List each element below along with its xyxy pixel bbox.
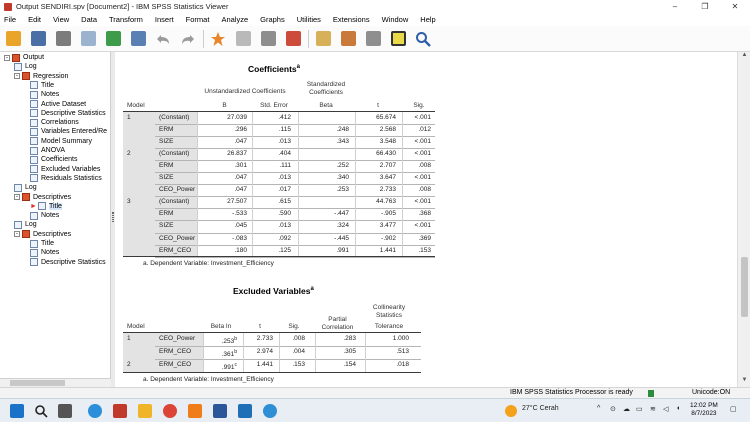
document-icon [30, 212, 38, 220]
variable-name: ERM_CEO [159, 361, 192, 368]
open-folder-icon[interactable] [3, 29, 23, 49]
processor-status: IBM SPSS Statistics Processor is ready [510, 389, 633, 396]
coef-beta-cell: .248 [336, 126, 349, 134]
outline-item-label: Residuals Statistics [41, 174, 102, 182]
print-icon[interactable] [53, 29, 73, 49]
excluded-t-header: t [259, 323, 261, 330]
minimize-button[interactable]: – [672, 2, 678, 11]
coef-se-cell: .017 [278, 186, 291, 194]
model-number [127, 220, 147, 232]
outline-item-label: Coefficients [41, 156, 78, 164]
show-icon[interactable] [388, 29, 408, 49]
undo-icon[interactable] [153, 29, 173, 49]
b-header: B [222, 102, 227, 109]
outline-item[interactable] [14, 62, 37, 71]
word-icon[interactable] [213, 404, 227, 418]
excluded-variables-title: Excluded Variables$^a$ [233, 286, 314, 296]
coef-b-cell: -.083 [232, 234, 247, 242]
excluded-tol-cell: .018 [396, 361, 409, 368]
designate-window-icon[interactable] [338, 29, 358, 49]
collapse-toggle[interactable]: - [6, 54, 8, 61]
document-icon [30, 128, 38, 136]
coef-t-cell: -.902 [381, 234, 396, 242]
menu-view[interactable]: View [53, 15, 70, 24]
coef-se-cell: .115 [278, 126, 291, 134]
coef-sig-cell: .368 [418, 210, 431, 218]
coef-se-cell: .111 [279, 162, 291, 170]
excluded-tol-cell: 1.000 [392, 335, 409, 342]
variable-name: SIZE [159, 174, 174, 182]
windows-taskbar [0, 398, 750, 422]
excluded-t-cell: 1.441 [256, 361, 273, 368]
variable-name: ERM [159, 162, 174, 170]
search-icon[interactable] [413, 29, 433, 49]
restore-button[interactable]: ❐ [701, 2, 709, 11]
coef-se-cell: .013 [278, 174, 291, 182]
coef-se-cell: .615 [278, 198, 291, 206]
file-explorer-icon[interactable] [138, 404, 152, 418]
variable-name: SIZE [159, 138, 174, 146]
spss-app-icon [4, 3, 12, 11]
document-icon [30, 109, 38, 117]
coef-sig-cell: .369 [418, 234, 431, 242]
notifications-icon[interactable]: ▢ [730, 406, 737, 413]
outline-item[interactable] [30, 155, 77, 164]
model-number [127, 245, 147, 257]
edge-icon[interactable] [88, 404, 102, 418]
outline-item-label: Active Dataset [41, 100, 87, 108]
document-icon [30, 100, 38, 108]
document-icon [30, 258, 38, 266]
book-icon [22, 230, 30, 238]
menu-help[interactable]: Help [420, 15, 436, 24]
coefficients-title: Coefficients$^a$ [248, 64, 300, 74]
coef-t-cell: 1.441 [379, 246, 396, 254]
current-item-arrow-icon: ► [30, 202, 37, 210]
variable-name: SIZE [159, 222, 174, 230]
collapse-toggle[interactable]: - [16, 231, 18, 238]
sig-header: Sig. [413, 102, 425, 109]
coef-b-cell: .180 [234, 246, 247, 254]
model-number [127, 136, 147, 148]
coef-sig-cell: <.001 [414, 150, 431, 158]
model-number [127, 184, 147, 196]
coef-beta-cell [298, 196, 349, 208]
coef-beta-cell: .340 [336, 174, 349, 182]
outline-item-label: ANOVA [41, 147, 65, 154]
coef-beta-cell [298, 148, 349, 160]
coef-beta-cell: .253 [336, 186, 349, 194]
outline-item[interactable] [30, 165, 100, 174]
document-icon [30, 165, 38, 173]
outline-item[interactable] [4, 53, 44, 62]
model-number [127, 346, 147, 358]
outline-item-label: Notes [41, 91, 60, 99]
outline-item-label: Model Summary [41, 137, 92, 145]
model-number: 1 [127, 335, 131, 342]
tolerance-header: Tolerance [374, 323, 404, 330]
menu-edit[interactable]: Edit [28, 15, 42, 24]
outline-item[interactable] [30, 118, 79, 127]
menu-data[interactable]: Data [81, 15, 97, 24]
export-icon[interactable] [103, 29, 123, 49]
variable-name: (Constant) [159, 150, 190, 158]
outline-item[interactable] [14, 183, 37, 192]
collapse-toggle[interactable]: - [16, 73, 18, 80]
outline-item[interactable] [30, 100, 86, 109]
outline-item-label: Log [25, 63, 37, 71]
outline-item-label: Log [25, 221, 37, 229]
outline-item[interactable] [30, 146, 65, 155]
coef-beta-cell: -.447 [334, 210, 349, 218]
model-number: 2 [127, 150, 131, 158]
outline-item-label: Regression [33, 72, 69, 80]
coef-se-cell: .013 [278, 138, 291, 146]
goto-case-icon[interactable] [233, 29, 253, 49]
coef-t-cell: 2.707 [379, 162, 396, 170]
outline-item[interactable] [30, 137, 92, 146]
excluded-partial-cell: .283 [343, 335, 356, 342]
variable-name: ERM_CEO [159, 348, 192, 355]
variable-name: CEO_Power [159, 234, 196, 242]
document-icon [30, 91, 38, 99]
coef-sig-cell: <.001 [414, 174, 431, 182]
outline-item-label: Title [41, 240, 54, 247]
excluded-footnote: a. Dependent Variable: Investment_Efficiency [143, 376, 274, 383]
coef-beta-cell: -.445 [334, 234, 349, 242]
menu-bar [0, 13, 750, 26]
coef-se-cell: .013 [278, 222, 291, 230]
book-icon [22, 193, 30, 201]
outline-item-label: Correlations [41, 119, 79, 127]
document-icon [30, 240, 38, 248]
coef-t-cell: 44.763 [376, 198, 396, 206]
outline-item[interactable] [30, 127, 107, 136]
coef-sig-cell: .153 [418, 246, 431, 254]
weather-icon[interactable] [505, 405, 517, 417]
weather-text[interactable]: 27°C Cerah [522, 405, 559, 412]
book-icon [22, 72, 30, 80]
outline-item-label: Variables Entered/Re [41, 128, 108, 136]
variable-name: ERM [159, 210, 174, 218]
outline-item[interactable] [30, 258, 106, 267]
coef-beta-cell: .324 [336, 222, 349, 230]
outline-item-label: Title [41, 81, 54, 89]
outline-item[interactable] [30, 90, 59, 99]
coef-se-cell: .404 [278, 150, 291, 158]
coef-sig-cell: <.001 [414, 138, 431, 146]
outline-item-label: Descriptives [33, 193, 72, 201]
close-button[interactable]: ✕ [731, 2, 739, 11]
menu-insert[interactable]: Insert [154, 15, 174, 24]
variable-name: ERM [159, 126, 174, 134]
excluded-sig-cell: .004 [292, 348, 305, 355]
coef-se-cell: .125 [278, 246, 291, 254]
coef-sig-cell: <.001 [414, 198, 431, 206]
coef-sig-cell: <.001 [414, 114, 431, 121]
wifi-icon[interactable]: ≋ [650, 406, 656, 413]
coefficients-footnote: a. Dependent Variable: Investment_Efficiency [143, 260, 274, 267]
std-coef-header: Standardized Coefficients [306, 81, 346, 96]
goto-variable-icon[interactable] [258, 29, 278, 49]
coef-b-cell: .301 [234, 162, 247, 170]
coef-sig-cell: <.001 [414, 222, 431, 230]
coef-se-cell: .092 [278, 234, 291, 242]
document-icon [30, 147, 38, 155]
processor-status-icon [648, 390, 654, 397]
clock-date: 8/7/2023 [691, 410, 717, 417]
model-number [127, 160, 147, 172]
clock[interactable] [690, 402, 718, 418]
battery-icon[interactable]: ▭ [636, 406, 643, 413]
coef-b-cell: 26.837 [227, 150, 247, 158]
outline-item-label: Title [48, 202, 62, 210]
document-icon [30, 174, 38, 182]
coef-sig-cell: .008 [418, 186, 431, 194]
document-icon [14, 184, 22, 192]
search-icon[interactable] [34, 404, 48, 418]
outline-item-label: Excluded Variables [41, 165, 101, 173]
model-number [127, 172, 147, 184]
outline-item[interactable] [30, 109, 106, 118]
content-vertical-scrollbar[interactable]: ▲ ▼ [737, 52, 750, 387]
outline-pane[interactable] [0, 52, 111, 378]
excluded-sig-cell: .153 [292, 361, 305, 368]
task-view-icon[interactable] [58, 404, 72, 418]
excluded-model-header: Model [127, 323, 145, 330]
outline-item[interactable] [30, 202, 62, 211]
hide-icon[interactable] [363, 29, 383, 49]
outline-item[interactable] [30, 174, 102, 183]
excluded-partial-cell: .305 [343, 348, 356, 355]
coef-t-cell: -.905 [381, 210, 396, 218]
excluded-t-cell: 2.733 [256, 335, 273, 342]
speaker-icon[interactable]: ◖ [676, 405, 681, 412]
start-icon[interactable] [10, 404, 24, 418]
coef-b-cell: .047 [234, 186, 247, 194]
variable-name: (Constant) [159, 198, 190, 206]
model-number [127, 233, 147, 245]
outline-item[interactable] [14, 220, 37, 229]
app-orange-icon[interactable] [188, 404, 202, 418]
chrome-icon[interactable] [163, 404, 177, 418]
menu-graphs[interactable]: Graphs [260, 15, 285, 24]
coef-b-cell: .045 [234, 222, 247, 230]
outline-item[interactable] [30, 211, 59, 220]
variable-name: (Constant) [159, 114, 190, 121]
menu-transform[interactable]: Transform [109, 15, 143, 24]
document-icon [14, 63, 22, 71]
outline-item-label: Descriptive Statistics [41, 109, 106, 117]
menu-format[interactable]: Format [185, 15, 210, 24]
partial-correlation-header: Partial Correlation [321, 316, 354, 331]
outline-item-label: Descriptives [33, 230, 72, 238]
outline-item-label: Notes [41, 249, 60, 257]
model-number: 3 [127, 198, 131, 206]
document-icon [30, 249, 38, 257]
unstd-coef-header: Unstandardized Coefficients [204, 88, 286, 95]
tray-up-icon[interactable]: ^ [597, 405, 601, 412]
model-number: 2 [127, 361, 131, 368]
menu-utilities[interactable]: Utilities [296, 15, 321, 24]
toolbar [0, 26, 750, 52]
outline-item[interactable] [14, 230, 71, 239]
coef-beta-cell [298, 112, 349, 124]
coef-b-cell: 27.039 [227, 114, 247, 121]
clock-time: 12:02 PM [690, 402, 718, 409]
excluded-partial-cell: .154 [343, 361, 356, 368]
outline-item[interactable] [14, 193, 71, 202]
excluded-sig-header: Sig. [288, 323, 300, 330]
collapse-toggle[interactable]: - [16, 194, 18, 200]
volume-icon[interactable]: ◁ [663, 406, 669, 413]
coef-t-cell: 65.674 [376, 114, 396, 121]
model-number [127, 208, 147, 220]
outline-item[interactable] [30, 248, 59, 257]
outline-item[interactable] [30, 81, 54, 90]
document-icon [30, 119, 38, 127]
excluded-beta_in-cell: .991$^c$ [221, 362, 237, 372]
browser-icon[interactable] [263, 404, 277, 418]
coef-b-cell: .047 [234, 174, 247, 182]
unicode-status: Unicode:ON [692, 389, 731, 396]
outline-item-label: Log [25, 184, 37, 192]
document-icon [30, 156, 38, 164]
goto-data-icon[interactable] [208, 29, 228, 49]
cloud-icon[interactable]: ☁ [623, 406, 630, 413]
document-icon [30, 81, 38, 89]
coef-sig-cell: .008 [418, 162, 431, 170]
outline-item-label: Output [23, 54, 45, 61]
t-header: t [377, 102, 379, 109]
model-header: Model [127, 102, 145, 109]
menu-analyze[interactable]: Analyze [221, 15, 249, 24]
print-preview-icon[interactable] [78, 29, 98, 49]
coef-beta-cell: .991 [336, 246, 349, 254]
coef-b-cell: -.533 [232, 210, 247, 218]
beta-in-header: Beta In [210, 323, 232, 330]
outline-item-label: Notes [41, 212, 60, 220]
coef-sig-cell: .012 [418, 126, 431, 134]
model-number: 1 [127, 114, 131, 121]
coef-t-cell: 3.647 [379, 174, 396, 182]
coef-t-cell: 2.733 [379, 186, 396, 194]
excluded-sig-cell: .008 [292, 335, 305, 342]
coef-t-cell: 66.430 [376, 150, 396, 158]
edit-icon[interactable] [313, 29, 333, 49]
coef-se-cell: .590 [278, 210, 291, 218]
output-content-pane [115, 52, 737, 387]
excluded-beta_in-cell: .361$^b$ [221, 349, 237, 359]
variables-icon[interactable] [283, 29, 303, 49]
recall-dialog-icon[interactable] [128, 29, 148, 49]
coef-t-cell: 3.477 [379, 222, 396, 230]
coef-t-cell: 2.568 [379, 126, 396, 134]
menu-file[interactable]: File [4, 15, 17, 24]
redo-icon[interactable] [178, 29, 198, 49]
coef-se-cell: .412 [278, 114, 291, 121]
photos-icon[interactable] [238, 404, 252, 418]
coef-b-cell: .296 [234, 126, 247, 134]
excluded-beta_in-cell: .253$^b$ [221, 336, 237, 346]
coef-t-cell: 3.548 [379, 138, 396, 146]
outline-horizontal-scrollbar[interactable] [0, 378, 111, 387]
outline-item-label: Descriptive Statistics [41, 258, 106, 266]
model-number [127, 124, 147, 136]
menu-extensions[interactable]: Extensions [332, 15, 370, 24]
excluded-t-cell: 2.974 [256, 348, 273, 355]
window-title: Output SENDIRI.spv [Document2] - IBM SPSS Statistics Viewer [16, 2, 229, 11]
variable-name: CEO_Power [159, 186, 196, 194]
menu-window[interactable]: Window [381, 15, 409, 24]
coef-beta-cell: .252 [336, 162, 349, 170]
std-error-header: Std. Error [260, 102, 288, 109]
document-icon [30, 137, 38, 145]
coef-b-cell: .047 [234, 138, 247, 146]
save-icon[interactable] [28, 29, 48, 49]
outline-item[interactable] [14, 72, 68, 81]
coef-b-cell: 27.507 [227, 198, 247, 206]
document-icon [14, 221, 22, 229]
network-icon[interactable]: ⊙ [610, 406, 616, 413]
variable-name: ERM_CEO [159, 246, 192, 254]
beta-header: Beta [319, 102, 333, 109]
title-bar [0, 0, 750, 13]
coef-beta-cell: .343 [336, 138, 349, 146]
collinearity-header: Collinearity Statistics [372, 304, 406, 319]
variable-name: CEO_Power [159, 335, 196, 342]
outline-item[interactable] [30, 239, 54, 248]
document-icon [38, 202, 46, 210]
spss-taskbar-icon[interactable] [113, 404, 127, 418]
book-icon [12, 54, 20, 62]
status-bar [0, 387, 750, 398]
excluded-tol-cell: .513 [396, 348, 409, 355]
